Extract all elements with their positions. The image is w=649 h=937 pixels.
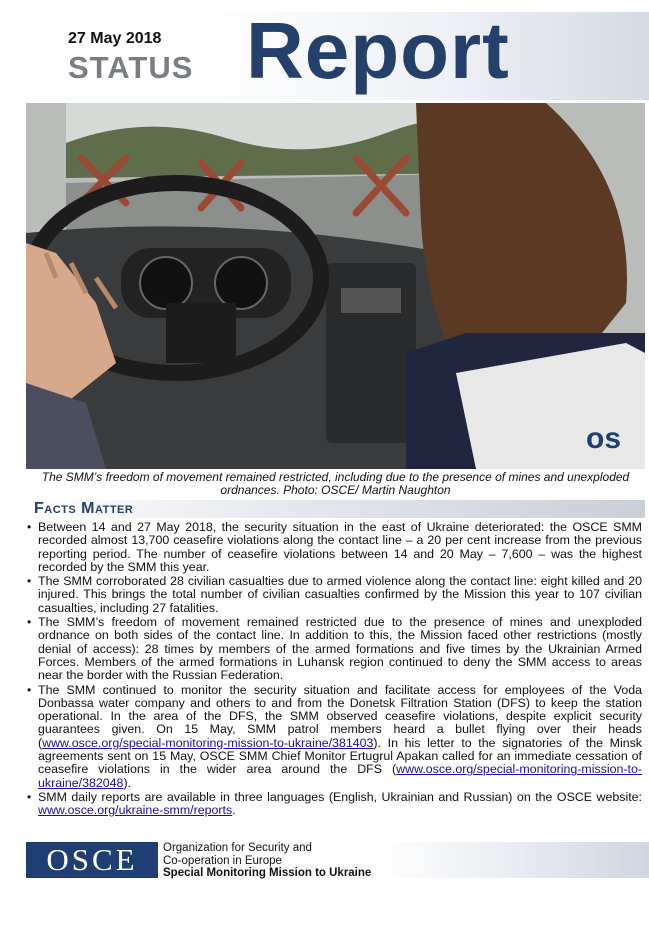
bullet-text: ).: [123, 775, 132, 790]
bullet-text: ). In his letter to the signatories of the Minsk agreements sent on 15 May, OSCE SMM Chief Monitor Ertugrul Apakan called for an immediate cessation of ceasefire violations in the wider area around the DFS (: [38, 735, 642, 777]
osce-logo: [26, 842, 158, 878]
minsk-letter-link[interactable]: www.osce.org/special-monitoring-mission-to-ukraine/382048: [38, 762, 642, 790]
cover-photo: [26, 103, 645, 469]
bullet-text: Between 14 and 27 May 2018, the security situation in the east of Ukraine deteriorated: the OSCE SMM recorded almost 13,700 ceasefire violations along the contact line – a 20 per cent increase from the previous reporting period. The number of ceasefire violations between 14 and 20 May – 7,600 – was the highest recorded by the SMM this year.: [38, 520, 642, 574]
bullet-icon: •: [27, 574, 32, 589]
report-date: 27 May 2018: [68, 30, 162, 47]
org-line-2: Co-operation in Europe: [163, 854, 282, 867]
org-line-1: Organization for Security and: [163, 842, 312, 854]
list-item: [26, 791, 642, 818]
list-item: [26, 521, 642, 574]
bullet-icon: •: [27, 615, 32, 630]
list-item: [26, 684, 642, 790]
status-label: STATUS: [68, 50, 194, 85]
dfs-bullet-link[interactable]: www.osce.org/special-monitoring-mission-to-ukraine/381403: [42, 735, 374, 750]
report-title: Report: [246, 6, 510, 95]
bullet-icon: •: [27, 520, 32, 534]
list-item: [26, 575, 642, 615]
bullet-text: The SMM’s freedom of movement remained restricted due to the presence of mines and unexploded ordnance on both sides of the contact line. In addition to this, the Mission faced other restrictions (mostly denial of access): 28 times by members of the armed formations and five times by the Ukrainian Armed Forces. Members of the armed formations in Luhansk region continued to deny the SMM access to areas near the border with the Russian Federation.: [38, 615, 642, 683]
list-item: [26, 616, 642, 682]
photo-caption: The SMM’s freedom of movement remained restricted, including due to the presence of mines and unexploded ordnances. Photo: OSCE/ Martin Naughton: [41, 470, 630, 497]
bullet-text: The SMM continued to monitor the security situation and facilitate access for employees of the Voda Donbassa water company and others to and from the Donetsk Filtration Station (DFS) to keep the station operational. In the area of the DFS, the SMM observed ceasefire violations, despite explicit security guarantees given. On 15 May, SMM patrol members heard a bullet flying over their heads (: [38, 682, 642, 750]
daily-reports-link[interactable]: www.osce.org/ukraine-smm/reports: [38, 803, 233, 818]
facts-list: [26, 521, 642, 819]
footer-gradient-band: [380, 842, 649, 878]
facts-matter-heading: Facts Matter: [34, 500, 134, 517]
svg-text:os: os: [586, 422, 622, 455]
org-line-3: Special Monitoring Mission to Ukraine: [163, 867, 372, 879]
osce-logo-text: OSCE: [46, 842, 138, 877]
bullet-text: SMM daily reports are available in three languages (English, Ukrainian and Russian) on the OSCE website:: [38, 789, 642, 804]
bullet-text: .: [232, 803, 236, 818]
organization-name: [163, 842, 371, 880]
bullet-icon: •: [27, 789, 32, 804]
bullet-text: The SMM corroborated 28 civilian casualties due to armed violence along the contact line: eight killed and 20 injured. This brings the total number of civilian casualties confirmed by the Mission this year to 107 civilian casualties, including 27 fatalities.: [38, 574, 642, 615]
bullet-icon: •: [27, 682, 32, 697]
